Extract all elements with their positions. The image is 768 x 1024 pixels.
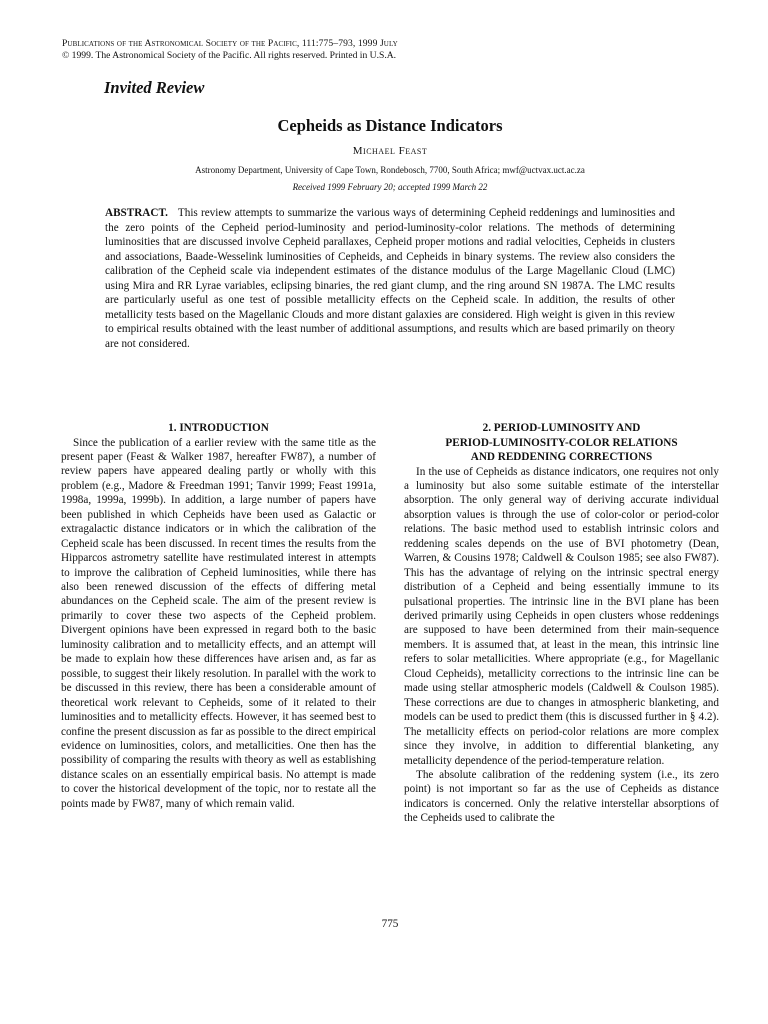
article-type-label: Invited Review bbox=[104, 78, 205, 97]
section2-paragraph-2: The absolute calibration of the reddening system (i.e., its zero point) is not important so far as the use of Cepheids as distance indicators is concerned. Only the relative interstellar absorptions of the Cepheids used to calibrate the bbox=[404, 769, 719, 825]
section-heading-line1: 2. PERIOD-LUMINOSITY AND bbox=[482, 422, 641, 434]
page-number: 775 bbox=[381, 918, 399, 930]
right-column bbox=[404, 421, 719, 826]
article-title: Cepheids as Distance Indicators bbox=[277, 116, 503, 135]
section2-paragraph-1: In the use of Cepheids as distance indicators, one requires not only a luminosity but also some suitable estimate of the interstellar absorption. The only general way of deriving accurate individual absorption values is through the use of color-color or period-color relations. The basic method used to establish intrinsic colors and reddening scales depends on the use of BVI photometry (Dean, Warren, & Cousins 1978; Caldwell & Coulson 1985; see also FW87). This has the advantage of relying on the intrinsic spectral energy distribution of a Cepheid and being essentially immune to its pulsational properties. The intrinsic line in the BVI plane has been derived primarily using Cepheids in open clusters whose reddenings are supposed to have been determined from their main-sequence members. It is assumed that, at least in the mean, this intrinsic line refers to solar metallicities. Where appropriate (e.g., for Magellanic Cloud Cepheids), metallicity corrections to the intrinsic line can be made using stellar atmospheric models (Caldwell & Coulson 1985). These corrections are due to changes in atmospheric blanketing, and models can be used to predict them (this is discussed further in § 4.2). The metallicity effects on period-color relations are more complex since they involve, in addition to differential blanketing, any metallicity dependence of the period-temperature relation. bbox=[404, 465, 719, 767]
copyright-notice: © 1999. The Astronomical Society of the Pacific. All rights reserved. Printed in U.S.A. bbox=[62, 49, 397, 61]
journal-header bbox=[62, 38, 702, 61]
left-column bbox=[61, 421, 376, 811]
received-dates: Received 1999 February 20; accepted 1999 March 22 bbox=[292, 182, 488, 192]
author-name: Michael Feast bbox=[352, 145, 428, 157]
abstract-text: This review attempts to summarize the various ways of determining Cepheid reddenings and luminosities and the zero points of the Cepheid period-luminosity and period-luminosity-color relations. The methods of determining luminosities that are discussed involve Cepheid parallaxes, Cepheid proper motions and radial velocities, Cepheids in clusters and associations, Baade-Wesselink luminosities of Cepheids, and Cepheids in binary systems. The review also considers the calibration of the Cepheid scale via independent estimates of the distance modulus of the Large Magellanic Cloud (LMC) using Mira and RR Lyrae variables, eclipsing binaries, the red giant clump, and the ring around SN 1987A. The LMC results are particularly useful as one test of possible metallicity effects on the Cepheid scale. In addition, the results of other metallicity tests based on the Magellanic Clouds and more distant galaxies are considered. High weight is given in this review to empirical results obtained with the least number of additional assumptions, and results which are based primarily on theory are not considered. bbox=[105, 207, 675, 350]
abstract bbox=[105, 206, 675, 351]
section-heading-line2: PERIOD-LUMINOSITY-COLOR RELATIONS bbox=[445, 436, 678, 449]
section-heading-introduction: 1. INTRODUCTION bbox=[168, 422, 269, 434]
abstract-label: ABSTRACT. bbox=[105, 207, 168, 219]
journal-citation: Publications of the Astronomical Society of the Pacific, 111:775–793, 1999 July bbox=[62, 38, 398, 49]
section-heading-line3: AND REDDENING CORRECTIONS bbox=[470, 451, 653, 463]
author-affiliation: Astronomy Department, University of Cape Town, Rondebosch, 7700, South Africa; mwf@uctvax.uct.ac.za bbox=[195, 165, 585, 175]
introduction-text: Since the publication of a earlier review with the same title as the present paper (Feast & Walker 1987, hereafter FW87), a number of review papers have appeared dealing partly or wholly with this problem (e.g., Madore & Freedman 1991; Tanvir 1999; Feast 1991a, 1998a, 1999a, 1999b). In addition, a large number of papers have been published in which Cepheids have been used as Galactic or extragalactic distance indicators or in which the calibration of the Cepheid scale has been discussed. In recent times the results from the Hipparcos astrometry satellite have restimulated interest in attempts to improve the calibration of Cepheid luminosities, while there has also been renewed discussion of the effects of differing metal abundances on the Cepheid scale. The aim of the present review is primarily to cover these two aspects of the Cepheid problem. Divergent opinions have been expressed in regard both to the basic luminosity calibration and to metallicity effects, and an attempt will be made to explain how these differences have arisen and, as far as possible, to suggest their likely resolution. In parallel with the work to be discussed in this review, there has been a considerable amount of theoretical work relevant to Cepheids, some of it related to their luminosities and to metallicity effects. However, it has seemed best to confine the present discussion as far as possible to the direct empirical evidence on luminosities, colors, and metallicities. One then has the possibility of comparing the results with theory as well as establishing distance scales on an essentially empirical basis. No attempt is made to cover the historical development of the topic, nor to restate all the points made by FW87, many of which remain valid. bbox=[61, 436, 376, 810]
